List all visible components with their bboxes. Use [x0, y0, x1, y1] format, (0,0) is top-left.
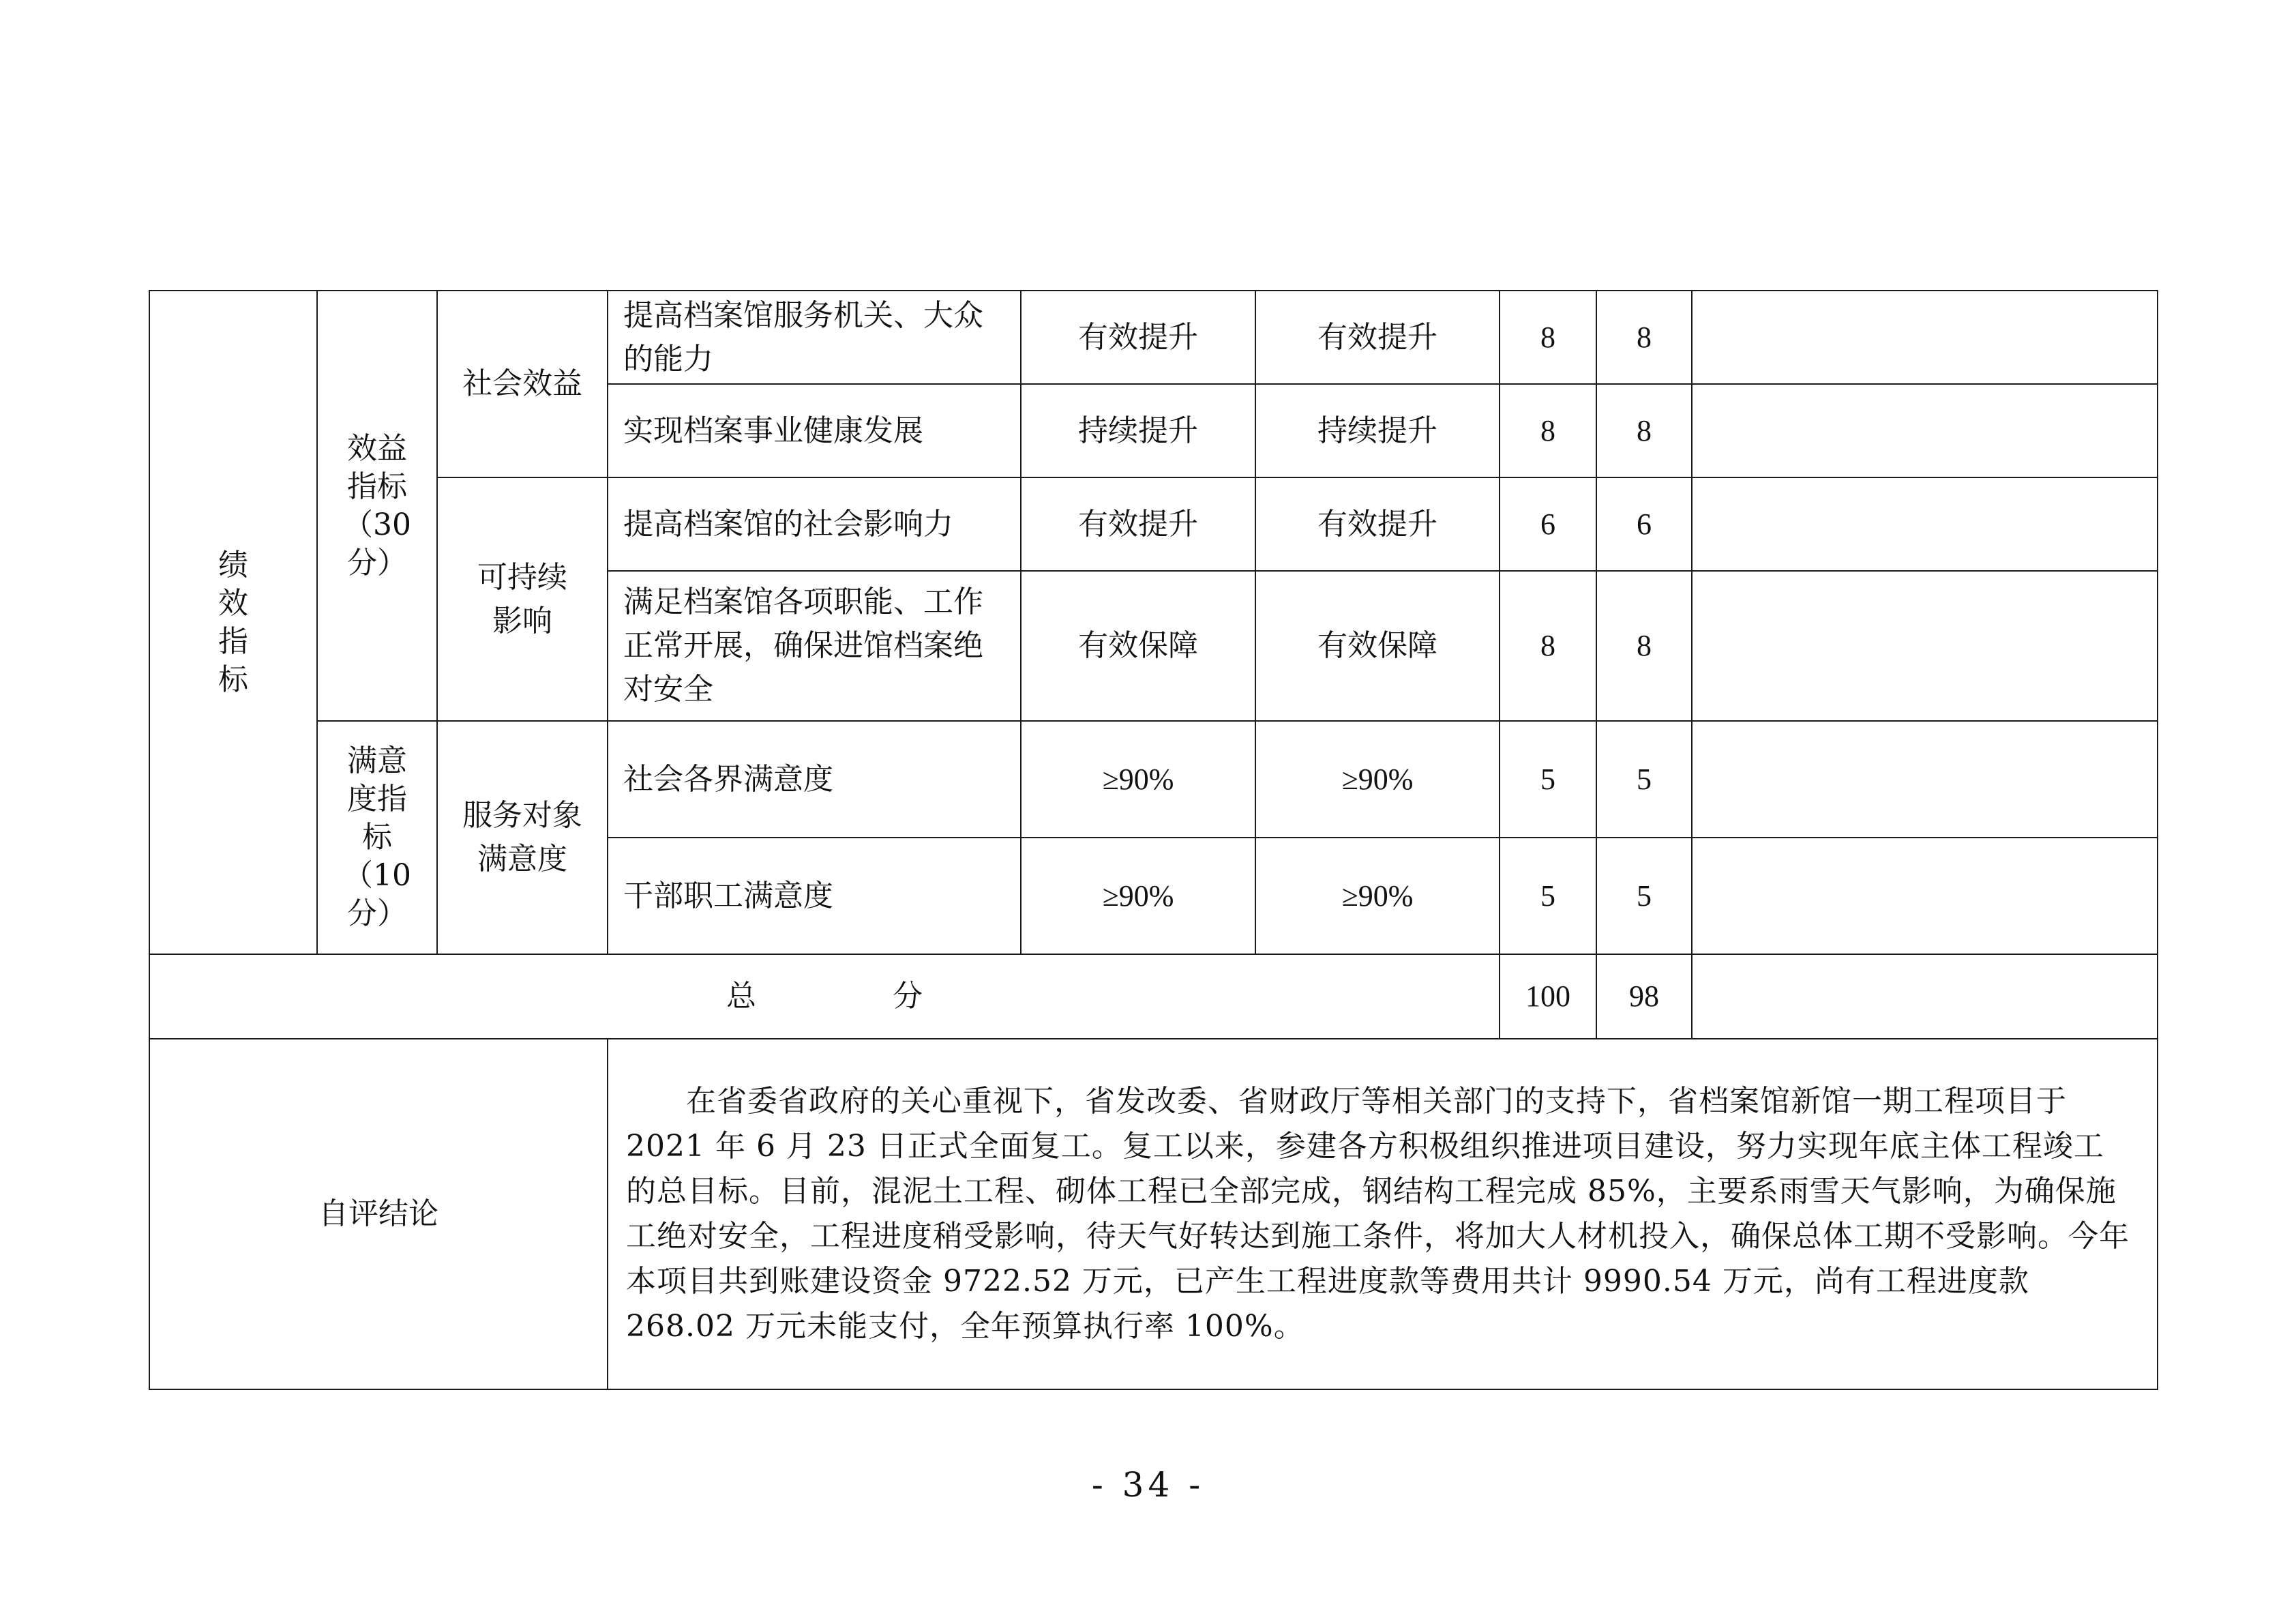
actual-cell: 有效提升: [1255, 477, 1500, 571]
weight-cell: 8: [1500, 571, 1596, 721]
conclusion-row: [149, 1039, 2158, 1389]
satisfaction-label-line: 度指: [347, 782, 407, 816]
category-cell: [149, 291, 317, 954]
benefit-label-line: （30: [343, 507, 411, 542]
note-cell: [1692, 477, 2158, 571]
service-satisfaction-label: 服务对象满意度: [462, 798, 582, 876]
score-cell: 6: [1596, 477, 1692, 571]
score-cell: 8: [1596, 291, 1692, 384]
total-label-a: 总: [726, 979, 756, 1014]
weight-cell: 5: [1500, 721, 1596, 838]
target-cell: 有效保障: [1021, 571, 1255, 721]
performance-table: [149, 290, 2158, 1390]
benefit-label-line: 指标: [347, 469, 407, 504]
satisfaction-label-line: 分）: [347, 896, 407, 931]
indicator-cell: 社会各界满意度: [608, 721, 1021, 838]
social-benefit-label: 社会效益: [462, 366, 582, 401]
actual-cell: 持续提升: [1255, 384, 1500, 477]
satisfaction-label-line: （10: [343, 858, 411, 893]
indicator-cell: 满足档案馆各项职能、工作正常开展，确保进馆档案绝对安全: [608, 571, 1021, 721]
indicator-cell: 干部职工满意度: [608, 838, 1021, 954]
total-weight-cell: 100: [1500, 954, 1596, 1039]
weight-cell: 6: [1500, 477, 1596, 571]
benefit-label-line: 分）: [347, 545, 407, 580]
conclusion-text: 在省委省政府的关心重视下，省发改委、省财政厅等相关部门的支持下，省档案馆新馆一期工程项目于 2021 年 6 月 23 日正式全面复工。复工以来，参建各方积极组织推进项目建设，努力实现年底主体工程竣工的总目标。目前，混泥土工程、砌体工程已全部完成，钢结构工程完成 85%，主要系雨雪天气影响，为确保施工绝对安全，工程进度稍受影响，待天气好转达到施工条件，将加大人材机投入，确保总体工期不受影响。今年本项目共到账建设资金 9722.52 万元，已产生工程进度款等费用共计 9990.54 万元，尚有工程进度款 268.02 万元未能支付，全年预算执行率 100%。: [608, 1039, 2158, 1389]
table-row: [149, 291, 2158, 384]
note-cell: [1692, 838, 2158, 954]
actual-cell: ≥90%: [1255, 721, 1500, 838]
weight-cell: 8: [1500, 384, 1596, 477]
target-cell: ≥90%: [1021, 721, 1255, 838]
note-cell: [1692, 291, 2158, 384]
actual-cell: 有效保障: [1255, 571, 1500, 721]
target-cell: 有效提升: [1021, 291, 1255, 384]
table-row: [149, 721, 2158, 838]
score-cell: 8: [1596, 571, 1692, 721]
actual-cell: 有效提升: [1255, 291, 1500, 384]
service-satisfaction-cell: [437, 721, 608, 954]
table-row: [149, 477, 2158, 571]
total-label-cell: [149, 954, 1500, 1039]
sustain-impact-cell: [437, 477, 608, 721]
note-cell: [1692, 721, 2158, 838]
conclusion-label-cell: 自评结论: [149, 1039, 608, 1389]
benefit-indicator-cell: [317, 291, 437, 721]
indicator-cell: 提高档案馆的社会影响力: [608, 477, 1021, 571]
note-cell: [1692, 571, 2158, 721]
indicator-cell: 提高档案馆服务机关、大众的能力: [608, 291, 1021, 384]
target-cell: 持续提升: [1021, 384, 1255, 477]
score-cell: 8: [1596, 384, 1692, 477]
benefit-label-line: 效益: [347, 430, 407, 466]
total-label-b: 分: [893, 979, 923, 1014]
score-cell: 5: [1596, 838, 1692, 954]
weight-cell: 8: [1500, 291, 1596, 384]
satisfaction-indicator-cell: [317, 721, 437, 954]
actual-cell: ≥90%: [1255, 838, 1500, 954]
target-cell: 有效提升: [1021, 477, 1255, 571]
satisfaction-label-line: 标: [362, 820, 392, 855]
target-cell: ≥90%: [1021, 838, 1255, 954]
page-number: - 34 -: [1091, 1465, 1205, 1505]
category-label: 绩效指标: [218, 547, 248, 697]
sustain-impact-label: 可持续影响: [477, 559, 567, 638]
note-cell: [1692, 954, 2158, 1039]
note-cell: [1692, 384, 2158, 477]
social-benefit-cell: [437, 291, 608, 477]
score-cell: 5: [1596, 721, 1692, 838]
weight-cell: 5: [1500, 838, 1596, 954]
total-score-cell: 98: [1596, 954, 1692, 1039]
satisfaction-label-line: 满意: [347, 743, 407, 778]
total-row: [149, 954, 2158, 1039]
indicator-cell: 实现档案事业健康发展: [608, 384, 1021, 477]
